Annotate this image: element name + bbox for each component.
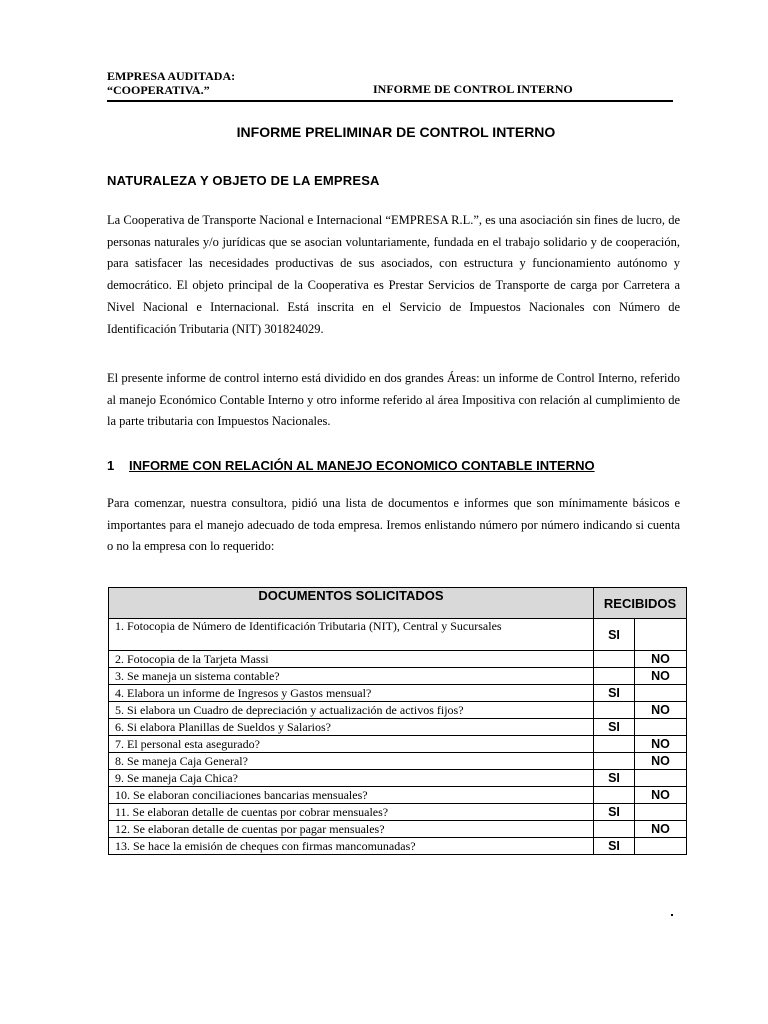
row-item: 1. Fotocopia de Número de Identificación Tributaria (NIT), Central y Sucursales — [109, 619, 594, 651]
row-item: 7. El personal esta asegurado? — [109, 736, 594, 753]
row-si: SI — [594, 804, 635, 821]
row-item: 2. Fotocopia de la Tarjeta Massi — [109, 651, 594, 668]
row-si — [594, 753, 635, 770]
table-row — [109, 821, 687, 838]
row-item: 8. Se maneja Caja General? — [109, 753, 594, 770]
paragraph-intro: Para comenzar, nuestra consultora, pidió una lista de documentos e informes que son mínimamente básicos e importantes para el manejo adecuado de toda empresa. Iremos enlistando número por número indicando si cuenta o no la empresa con lo requerido: — [107, 496, 680, 554]
header-company — [107, 69, 235, 97]
header-documents: DOCUMENTOS SOLICITADOS — [109, 588, 594, 619]
row-no: NO — [635, 736, 687, 753]
row-no — [635, 804, 687, 821]
paragraph-nature: La Cooperativa de Transporte Nacional e Internacional “EMPRESA R.L.”, es una asociación sin fines de lucro, de personas naturales y/o jurídicas que se asocian voluntariamente, fundada en el trabajo solidario y de cooperación, para satisfacer las necesidades productivas de sus asociados, con estructura y funcionamiento autónomo y democrático. El objeto principal de la Cooperativa es Prestar Servicios de Transporte de carga por Carretera a Nivel Nacional e Internacional. Está inscrita en el Servicio de Impuestos Nacionales con Número de Identificación Tributaria (NIT) 301824029. — [107, 213, 680, 336]
paragraph-scope: El presente informe de control interno está dividido en dos grandes Áreas: un informe de Control Interno, referido al manejo Económico Contable Interno y otro informe referido al área Impositiva con relación al cumplimiento de la parte tributaria con Impuestos Nacionales. — [107, 371, 680, 429]
row-item: 9. Se maneja Caja Chica? — [109, 770, 594, 787]
row-no — [635, 619, 687, 651]
row-no — [635, 685, 687, 702]
row-si: SI — [594, 770, 635, 787]
row-si — [594, 702, 635, 719]
page-mark — [671, 914, 673, 916]
row-item: 4. Elabora un informe de Ingresos y Gastos mensual? — [109, 685, 594, 702]
row-no: NO — [635, 651, 687, 668]
table-row — [109, 685, 687, 702]
row-no: NO — [635, 702, 687, 719]
heading-text: INFORME CON RELACIÓN AL MANEJO ECONOMICO CONTABLE INTERNO — [129, 458, 595, 473]
table-row — [109, 787, 687, 804]
table-row — [109, 838, 687, 855]
row-item: 12. Se elaboran detalle de cuentas por pagar mensuales? — [109, 821, 594, 838]
table-row — [109, 804, 687, 821]
row-no — [635, 838, 687, 855]
section-heading: NATURALEZA Y OBJETO DE LA EMPRESA — [107, 173, 380, 188]
row-no — [635, 770, 687, 787]
row-no — [635, 719, 687, 736]
header-received: RECIBIDOS — [594, 588, 687, 619]
row-item: 13. Se hace la emisión de cheques con firmas mancomunadas? — [109, 838, 594, 855]
report-type: INFORME DE CONTROL INTERNO — [373, 82, 573, 96]
table-row — [109, 719, 687, 736]
row-item: 11. Se elaboran detalle de cuentas por cobrar mensuales? — [109, 804, 594, 821]
table-row — [109, 619, 687, 651]
row-si: SI — [594, 685, 635, 702]
row-si: SI — [594, 719, 635, 736]
table-header-row — [109, 588, 687, 619]
table-row — [109, 753, 687, 770]
row-no: NO — [635, 821, 687, 838]
row-si — [594, 736, 635, 753]
row-item: 5. Si elabora un Cuadro de depreciación y actualización de activos fijos? — [109, 702, 594, 719]
row-item: 6. Si elabora Planillas de Sueldos y Salarios? — [109, 719, 594, 736]
row-no: NO — [635, 668, 687, 685]
heading-number: 1 — [107, 458, 115, 473]
table-row — [109, 668, 687, 685]
document-title: INFORME PRELIMINAR DE CONTROL INTERNO — [236, 124, 556, 140]
table-body — [109, 619, 687, 855]
row-si: SI — [594, 619, 635, 651]
table-row — [109, 651, 687, 668]
numbered-heading — [107, 458, 595, 473]
row-item: 10. Se elaboran conciliaciones bancarias mensuales? — [109, 787, 594, 804]
row-item: 3. Se maneja un sistema contable? — [109, 668, 594, 685]
header-divider — [107, 100, 673, 102]
table-row — [109, 702, 687, 719]
row-si: SI — [594, 838, 635, 855]
row-si — [594, 821, 635, 838]
table-row — [109, 736, 687, 753]
company-name: “COOPERATIVA.” — [107, 83, 210, 97]
row-si — [594, 668, 635, 685]
row-si — [594, 787, 635, 804]
company-label: EMPRESA AUDITADA: — [107, 69, 236, 83]
row-si — [594, 651, 635, 668]
row-no: NO — [635, 753, 687, 770]
documents-table — [108, 587, 687, 855]
row-no: NO — [635, 787, 687, 804]
table-row — [109, 770, 687, 787]
